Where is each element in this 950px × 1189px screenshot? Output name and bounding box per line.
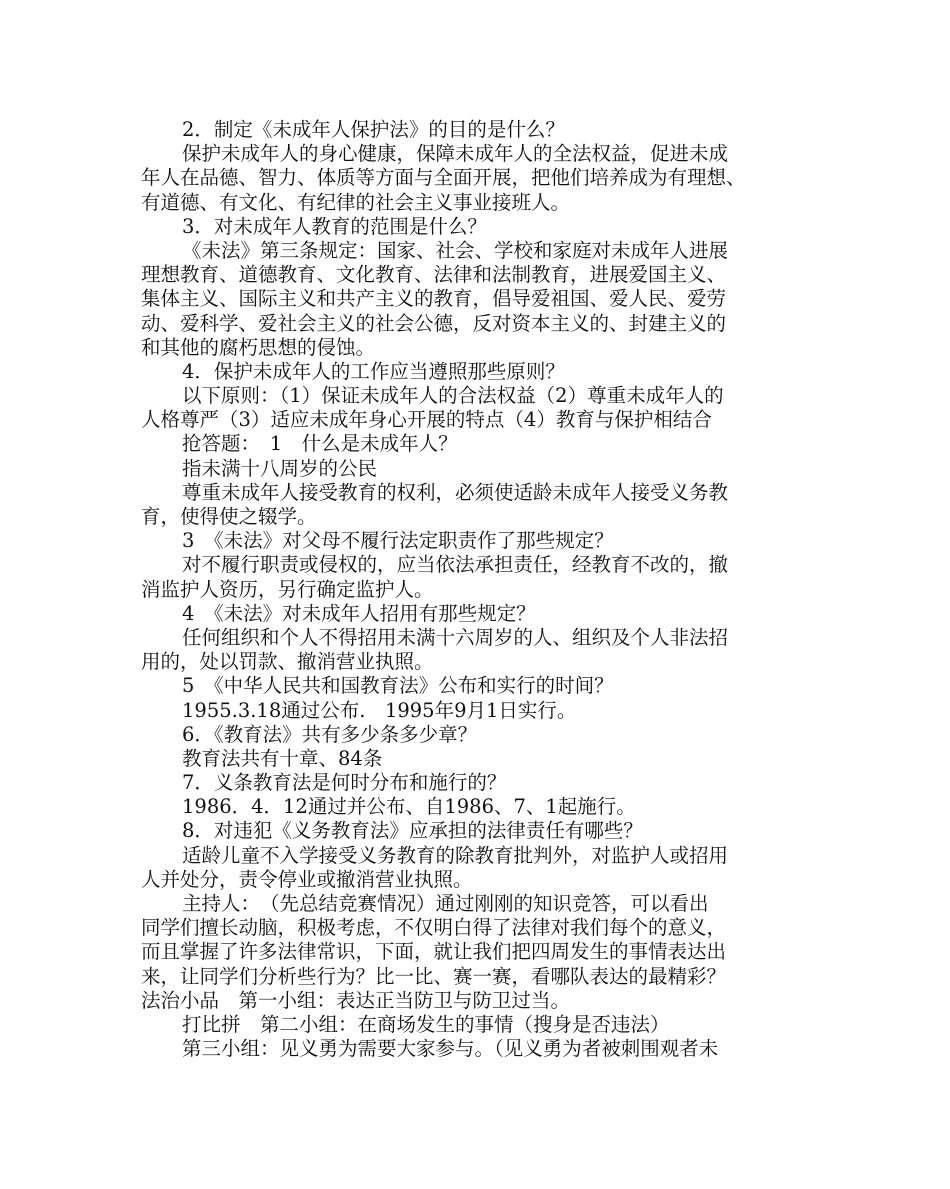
text-line: 来，让同学们分析些行为？比一比、赛一赛，看哪队表达的最精彩？: [141, 964, 727, 988]
text-line: 1955.3.18通过公布. 1995年9月1日实行。: [182, 698, 577, 722]
text-line: 4．保护未成年人的工作应当遵照那些原则？: [182, 359, 565, 383]
text-line: 5 《中华人民共和国教育法》公布和实行的时间？: [182, 674, 614, 698]
text-line: 年人在品德、智力、体质等方面与全面开展，把他们培养成为有理想、: [141, 166, 746, 190]
text-line: 3 《未法》对父母不履行法定职责作了那些规定？: [182, 529, 614, 553]
text-line: 1986．4．12通过并公布、自1986、7、1起施行。: [182, 795, 636, 819]
text-line: 教育法共有十章、84条: [182, 746, 383, 770]
text-line: 对不履行职责或侵权的，应当依法承担责任，经教育不改的，撤: [182, 553, 729, 577]
text-line: 7．义条教育法是何时分布和施行的？: [182, 771, 507, 795]
text-line: 同学们擅长动脑，积极考虑，不仅明白得了法律对我们每个的意义，: [141, 916, 727, 940]
text-line: 集体主义、国际主义和共产主义的教育，倡导爱祖国、爱人民、爱劳: [141, 287, 727, 311]
text-line: 3．对未成年人教育的范围是什么？: [182, 214, 487, 238]
text-line: 4 《未法》对未成年人招用有那些规定？: [182, 601, 536, 625]
text-line: 消监护人资历，另行确定监护人。: [141, 577, 434, 601]
text-line: 打比拼 第二小组：在商场发生的事情（搜身是否违法）: [182, 1012, 670, 1036]
document-body: [141, 118, 821, 1061]
text-line: 育，使得使之辍学。: [141, 505, 317, 528]
text-line: 指未满十八周岁的公民: [182, 456, 378, 480]
text-line: 主持人： （先总结竞赛情况）通过刚刚的知识竞答，可以看出: [182, 892, 709, 915]
text-line: 抢答题： 1 什么是未成年人？: [182, 432, 458, 456]
text-line: 第三小组：见义勇为需要大家参与。（见义勇为者被刺围观者未: [182, 1037, 719, 1061]
text-line: 有道德、有文化、有纪律的社会主义事业接班人。: [141, 190, 571, 214]
text-line: 法治小品 第一小组：表达正当防卫与防卫过当。: [141, 988, 571, 1012]
text-line: 2．制定《未成年人保护法》的目的是什么？: [182, 118, 565, 141]
text-line: 8．对违犯《义务教育法》应承担的法律责任有哪些？: [182, 819, 643, 843]
text-line: 用的，处以罚款、撤消营业执照。: [141, 650, 434, 674]
text-line: 人格尊严（3）适应未成年身心开展的特点（4）教育与保护相结合: [141, 408, 712, 432]
text-line: 6．《教育法》共有多少条多少章？: [182, 722, 478, 746]
text-line: 《未法》第三条规定：国家、社会、学校和家庭对未成年人进展: [182, 238, 729, 262]
text-line: 而且掌握了许多法律常识，下面，就让我们把四周发生的事情表达出: [141, 940, 727, 964]
text-line: 尊重未成年人接受教育的权利，必须使适龄未成年人接受义务教: [182, 480, 729, 504]
text-line: 保护未成年人的身心健康，保障未成年人的全法权益，促进未成: [182, 142, 729, 166]
text-line: 人并处分，责令停业或撤消营业执照。: [141, 867, 473, 891]
text-line: 以下原则：（1）保证未成年人的合法权益（2）尊重未成年人的: [182, 384, 724, 408]
text-line: 适龄儿童不入学接受义务教育的除教育批判外，对监护人或招用: [182, 843, 729, 867]
text-line: 任何组织和个人不得招用未满十六周岁的人、组织及个人非法招: [182, 625, 729, 649]
text-line: 理想教育、道德教育、文化教育、法律和法制教育，进展爱国主义、: [141, 263, 727, 287]
text-line: 动、爱科学、爱社会主义的社会公德，反对资本主义的、封建主义的: [141, 311, 727, 335]
text-line: 和其他的腐朽思想的侵蚀。: [141, 335, 376, 359]
